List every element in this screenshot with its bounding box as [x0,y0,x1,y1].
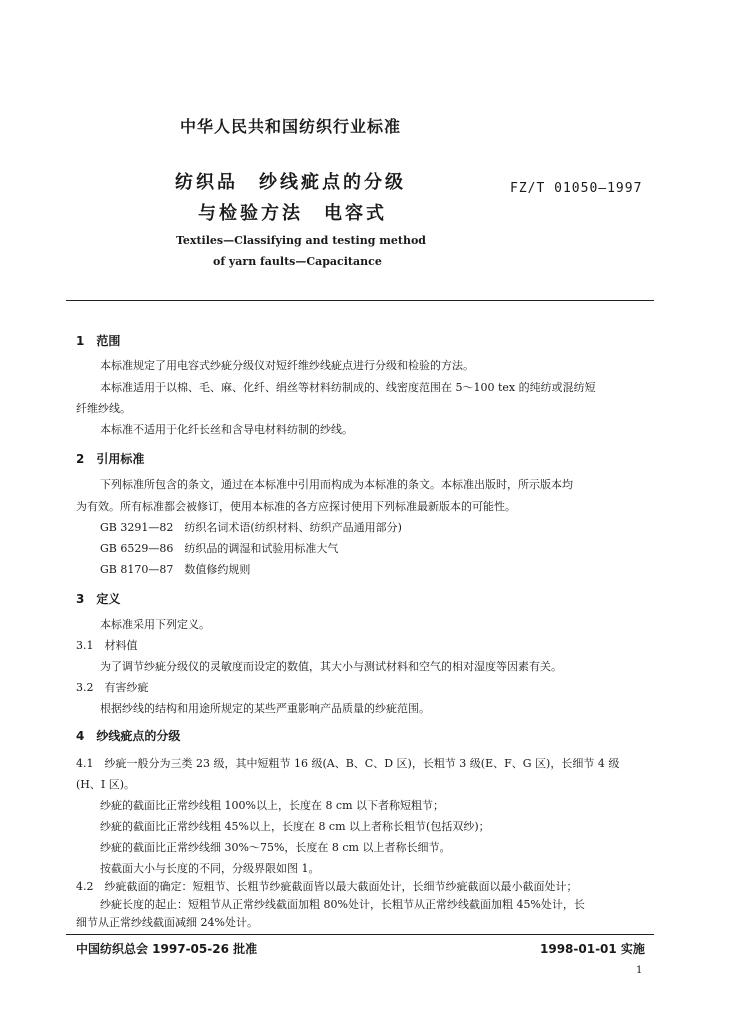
clause-4-1: 纱疵的截面比正常纱线粗 45%以上，长度在 8 cm 以上者称长粗节(包括双纱)； [100,820,490,833]
reference-standard: GB 6529—86 纺织品的调湿和试验用标准大气 [100,542,339,555]
section-1-paragraph: 本标准不适用于化纤长丝和含导电材料纺制的纱线。 [100,423,353,436]
section-4-heading: 4 纱线疵点的分级 [76,729,181,743]
reference-standard: GB 3291—82 纺织名词术语(纺织材料、纺织产品通用部分) [100,521,402,534]
title-line-2: 与检验方法 电容式 [198,203,387,224]
standard-code: FZ/T 01050—1997 [510,181,643,196]
section-1-paragraph: 本标准规定了用电容式纱疵分级仪对短纤维纱线疵点进行分级和检验的方法。 [100,359,474,372]
section-3-paragraph: 本标准采用下列定义。 [100,618,210,631]
section-1-heading: 1 范围 [76,334,121,348]
clause-4-1: 纱疵的截面比正常纱线粗 100%以上，长度在 8 cm 以下者称短粗节； [100,799,445,812]
definition-text: 为了调节纱疵分级仪的灵敏度而设定的数值，其大小与测试材料和空气的相对湿度等因素有关。 [100,660,562,673]
clause-4-2: 纱疵长度的起止：短粗节从正常纱线截面加粗 80%处计，长粗节从正常纱线截面加粗 45%处计，长 [100,898,585,911]
section-1-paragraph: 纤维纱线。 [76,402,131,415]
section-2-paragraph: 下列标准所包含的条文，通过在本标准中引用而构成为本标准的条文。本标准出版时，所示版本均 [100,478,573,491]
clause-4-2: 细节从正常纱线截面减细 24%处计。 [76,916,258,929]
section-2-heading: 2 引用标准 [76,452,145,466]
definition-text: 根据纱线的结构和用途所规定的某些严重影响产品质量的纱疵范围。 [100,702,430,715]
definition-title: 3.2 有害纱疵 [76,681,149,694]
clause-4-1: 按截面大小与长度的不同，分级界限如图 1。 [100,862,320,875]
approval-date: 中国纺织总会 1997-05-26 批准 [76,942,258,956]
page-number: 1 [636,965,643,976]
reference-standard: GB 8170—87 数值修约规则 [100,563,251,576]
definition-title: 3.1 材料值 [76,639,138,652]
clause-4-1: 4.1 纱疵一般分为三类 23 级，其中短粗节 16 级(A、B、C、D 区)，长粗节 3 级(E、F、G 区)，长细节 4 级 [76,757,620,770]
issuing-organization: 中华人民共和国纺织行业标准 [180,117,402,136]
implementation-date: 1998-01-01 实施 [540,942,645,956]
title-line-1: 纺织品 纱线疵点的分级 [175,172,406,193]
section-3-heading: 3 定义 [76,592,121,606]
section-2-paragraph: 为有效。所有标准都会被修订，使用本标准的各方应探讨使用下列标准最新版本的可能性。 [76,500,516,513]
header-divider [66,300,654,301]
clause-4-2: 4.2 纱疵截面的确定：短粗节、长粗节纱疵截面皆以最大截面处计，长细节纱疵截面以最小截面处计； [76,880,578,893]
english-title-line-1: Textiles—Classifying and testing method [176,234,426,247]
section-1-paragraph: 本标准适用于以棉、毛、麻、化纤、绢丝等材料纺制成的、线密度范围在 5～100 tex 的纯纺或混纺短 [100,381,596,394]
clause-4-1: (H、I 区)。 [76,778,136,791]
english-title-line-2: of yarn faults—Capacitance [213,255,382,268]
footer-divider [66,934,654,935]
clause-4-1: 纱疵的截面比正常纱线细 30%～75%，长度在 8 cm 以上者称长细节。 [100,841,451,854]
